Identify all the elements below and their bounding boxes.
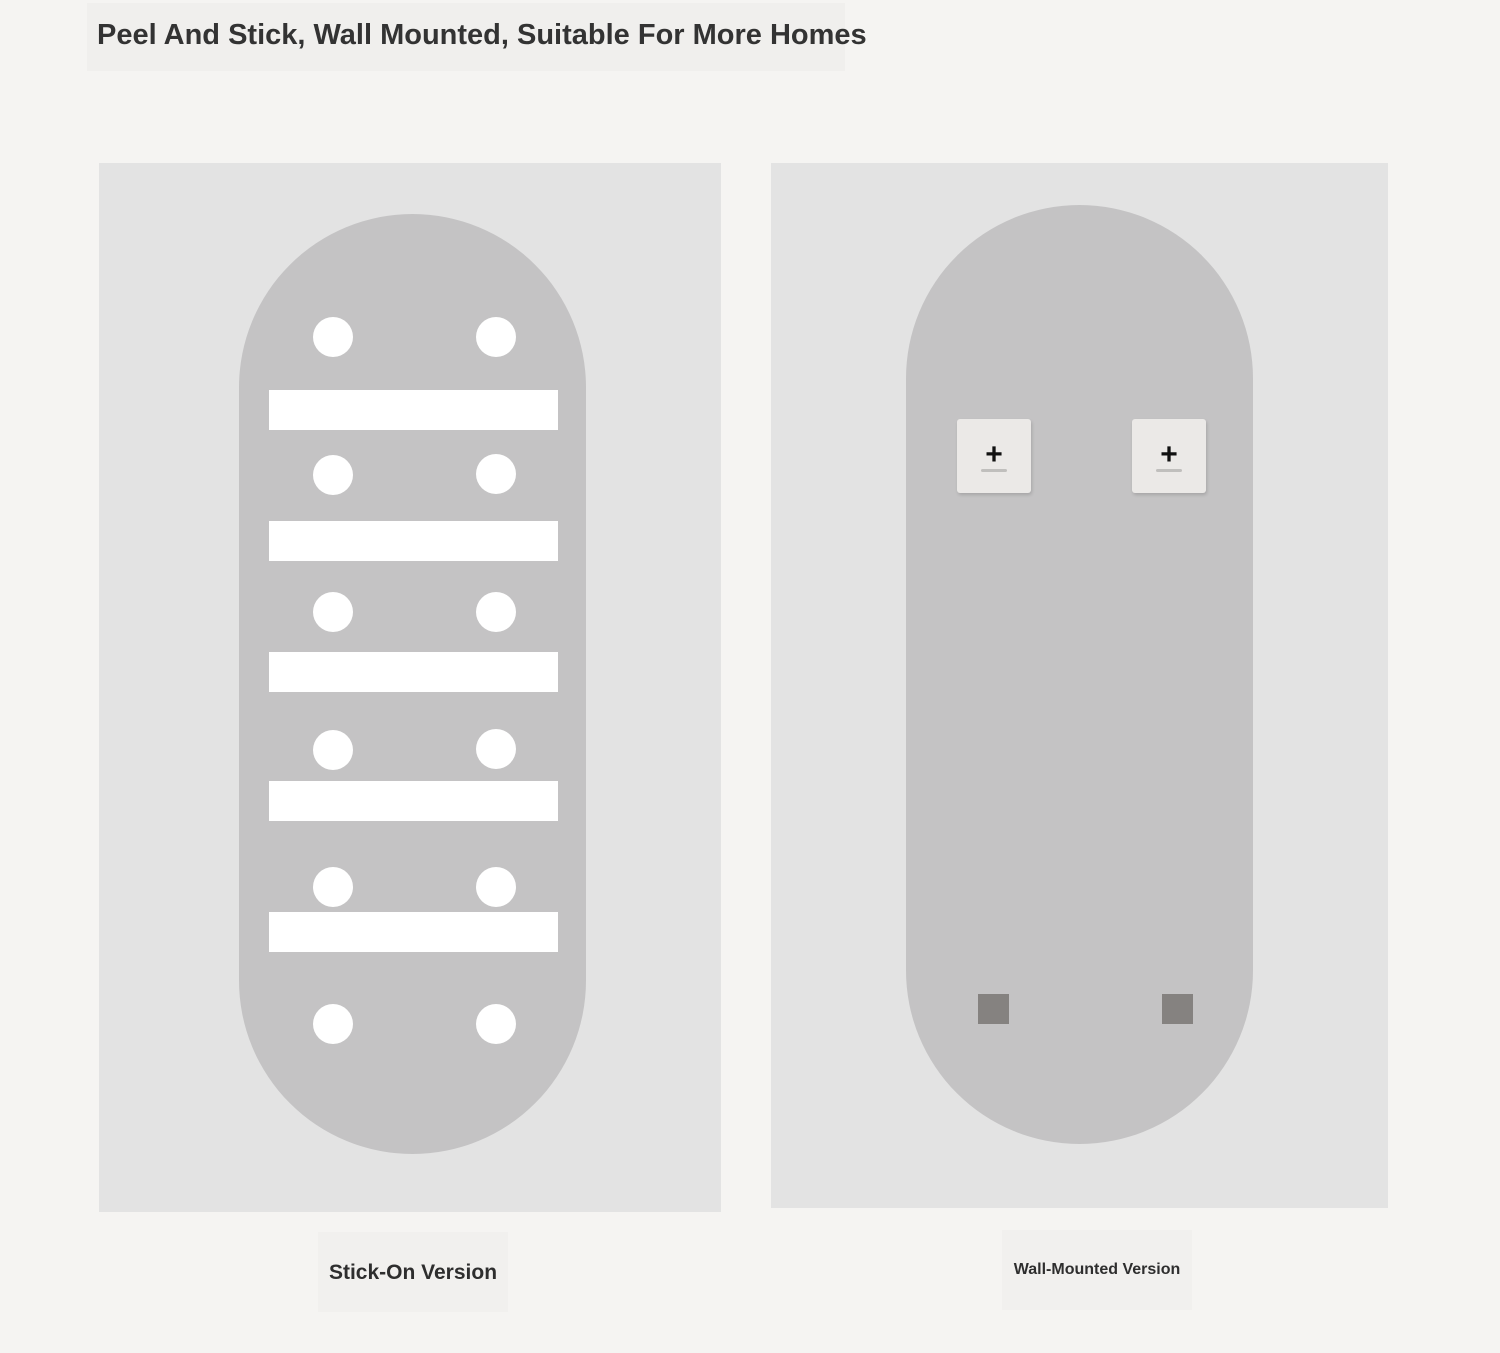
adhesive-dot xyxy=(313,455,353,495)
mirror-back-stick-on xyxy=(239,214,586,1154)
page-title: Peel And Stick, Wall Mounted, Suitable For More Homes xyxy=(87,3,845,71)
wall-mounted-panel xyxy=(771,163,1388,1208)
wall-mounted-version-label: Wall-Mounted Version xyxy=(1002,1230,1192,1310)
adhesive-strip xyxy=(269,521,558,561)
adhesive-dot xyxy=(313,317,353,357)
bracket-shadow xyxy=(1156,469,1182,472)
mounting-bracket-right xyxy=(1132,419,1206,493)
adhesive-dot xyxy=(313,1004,353,1044)
adhesive-strip xyxy=(269,652,558,692)
adhesive-dot xyxy=(313,592,353,632)
adhesive-dot xyxy=(313,867,353,907)
adhesive-strip xyxy=(269,781,558,821)
stick-on-panel xyxy=(99,163,721,1212)
bracket-shadow xyxy=(981,469,1007,472)
adhesive-dot xyxy=(476,867,516,907)
plus-icon: + xyxy=(1160,438,1178,471)
mirror-back-wall-mounted xyxy=(906,205,1253,1144)
adhesive-dot xyxy=(476,592,516,632)
mounting-bracket-left xyxy=(957,419,1031,493)
adhesive-strip xyxy=(269,390,558,430)
support-block-right xyxy=(1162,994,1193,1024)
adhesive-dot xyxy=(313,730,353,770)
adhesive-dot xyxy=(476,729,516,769)
plus-icon: + xyxy=(985,438,1003,471)
stick-on-version-label: Stick-On Version xyxy=(318,1232,508,1312)
adhesive-dot xyxy=(476,317,516,357)
adhesive-dot xyxy=(476,454,516,494)
adhesive-strip xyxy=(269,912,558,952)
support-block-left xyxy=(978,994,1009,1024)
adhesive-dot xyxy=(476,1004,516,1044)
